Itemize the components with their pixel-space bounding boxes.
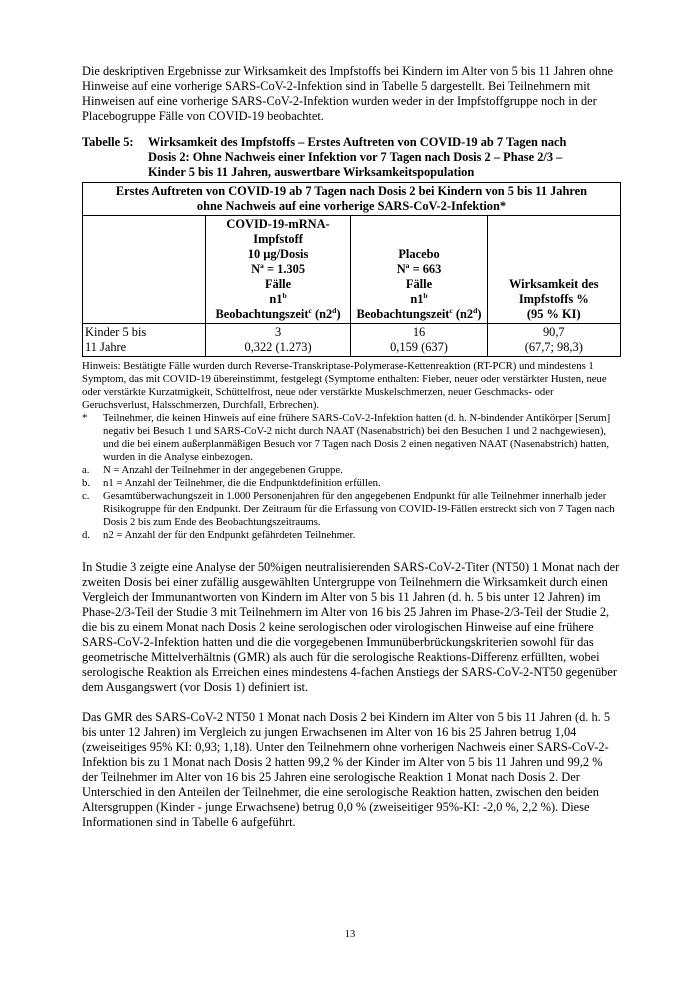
footnote-text: n1 = Anzahl der Teilnehmer, die die Endpunktdefinition erfüllen. [103, 477, 381, 489]
table-caption-text: Wirksamkeit des Impfstoffs – Erstes Auftreten von COVID-19 ab 7 Tagen nach Dosis 2: Ohne Nachweis einer Infektion vor 7 Tagen nach Dosis 2 – Phase 2/3 – Kinder 5 bis 11 Jahren, auswertbare Wirksamkeitspopulation [148, 135, 567, 179]
column-header-efficacy: Wirksamkeit des Impfstoffs % (95 % KI) [487, 216, 620, 324]
footnote-text: Teilnehmer, die keinen Hinweis auf eine frühere SARS-CoV-2-Infektion hatten (d. h. N-bindender Antikörper [Serum] negativ bei Besuch 1 und SARS-CoV-2 nicht durch NAAT (Nasenabstrich) bei den Besuchen 1 und 2 nachgewiesen), und die bei einem außerplanmäßigen Besuch vor 7 Tagen nach Dosis 2 einen negativen NAAT (Nasenabstrich) hatten, wurden in die Analyse einbezogen. [103, 412, 611, 463]
column-header-placebo: Placebo $N^a = 663$ Fälle n1$^b$ Beobachtungszeit$^c$ (n2$^d$) [351, 216, 487, 324]
table-title-row [83, 183, 621, 216]
footnote-marker: d. [82, 529, 91, 541]
table-title: Erstes Auftreten von COVID-19 ab 7 Tagen nach Dosis 2 bei Kindern von 5 bis 11 Jahren ohne Nachweis auf eine vorherige SARS-CoV-2-Infektion* [83, 183, 621, 216]
table-row [83, 324, 621, 357]
footnote-b [82, 477, 621, 490]
row-label-children: Kinder 5 bis 11 Jahre [83, 324, 206, 357]
footnote-note-text: Hinweis: Bestätigte Fälle wurden durch Reverse-Transkriptase-Polymerase-Kettenreaktion (RT-PCR) und mindestens 1 Symptom, das mit COVID-19 übereinstimmt, festgelegt (Symptome enthalten: Fieber, neuer oder verstärkter Husten, neue oder verstärkte Kurzatmigkeit, Schüttelfrost, neue oder verstärkte Muskelschmerzen, neuer Geschmacks- oder Geruchsverlust, Halsschmerzen, Durchfall, Erbrechen). [82, 360, 607, 411]
table-caption [82, 135, 621, 180]
paragraph-gmr: Das GMR des SARS-CoV-2 NT50 1 Monat nach Dosis 2 bei Kindern im Alter von 5 bis 11 Jahren (d. h. 5 bis unter 12 Jahren) im Vergleich zu jungen Erwachsenen im Alter von 16 bis 25 Jahren betrug 1,04 (zweiseitiges 95% KI: 0,93; 1,18). Unter den Teilnehmern ohne vorherigen Nachweis einer SARS-CoV-2-Infektion bis zu 1 Monat nach Dosis 2 hatten 99,2 % der Kinder im Alter von 5 bis 11 Jahren und 99,2 % der Teilnehmer im Alter von 16 bis 25 Jahren eine serologische Reaktion 1 Monat nach Dosis 2. Der Unterschied in den Anteilen der Teilnehmer, die eine serologische Reaktion hatten, zwischen den beiden Altersgruppen (Kinder - junge Erwachsene) betrug 0,0 % (zweiseitiger 95%-KI: -2,0 %, 2,2 %). Diese Informationen sind in Tabelle 6 aufgeführt. [82, 710, 611, 829]
paragraph-study3: In Studie 3 zeigte eine Analyse der 50%igen neutralisierenden SARS-CoV-2-Titer (NT50) 1 Monat nach der zweiten Dosis bei einer zufällig ausgewählten Untergruppe von Teilnehmern die Wirksamkeit durch einen Vergleich der Immunantworten von Kindern im Alter von 5 bis 11 Jahren (d. h. 5 bis unter 12 Jahren) im Phase-2/3-Teil der Studie 3 mit Teilnehmern im Alter von 16 bis 25 Jahren im Phase-2/3-Teil der Studie 2, die bis zu einem Monat nach Dosis 2 keine serologischen oder virologischen Hinweise auf eine frühere SARS-CoV-2-Infektion hatten und die die vorgegebenen Immunüberbrückungskriterien sowohl für das geometrische Mittelverhältnis (GMR) als auch für die serologische Reaktions-Differenz erfüllten, wobei serologische Reaktion als Erreichen eines mindestens 4-fachen Anstiegs der SARS-CoV-2-NT50 gegenüber dem Ausgangswert (vor Dosis 1) definiert ist. [82, 560, 620, 694]
footnote-d [82, 529, 621, 542]
column-header-vaccine: COVID-19-mRNA- Impfstoff 10 µg/Dosis $N^a = 1.305$ Fälle n1$^b$ Beobachtungszeit$^c$ (n2$^d$) [205, 216, 351, 324]
table-caption-label: Tabelle 5: [82, 135, 134, 149]
footnote-text: n2 = Anzahl der für den Endpunkt gefährdeten Teilnehmer. [103, 529, 356, 541]
footnote-marker: b. [82, 477, 91, 489]
footnote-marker: * [82, 412, 88, 424]
footnote-asterisk [82, 412, 621, 464]
cell-efficacy-value: 90,7 (67,7; 98,3) [487, 324, 620, 357]
page-number: 13 [344, 929, 356, 940]
footnote-marker: c. [82, 490, 90, 502]
footnote-marker: a. [82, 464, 90, 476]
footnote-text: N = Anzahl der Teilnehmer in der angegebenen Gruppe. [103, 464, 343, 476]
footnote-a [82, 464, 621, 477]
footnote-c [82, 490, 621, 529]
footnote-note [82, 360, 621, 412]
cell-vaccine-value: 3 0,322 (1.273) [205, 324, 351, 357]
table-header-row [83, 216, 621, 324]
paragraph-intro: Die deskriptiven Ergebnisse zur Wirksamkeit des Impfstoffs bei Kindern im Alter von 5 bis 11 Jahren ohne Hinweise auf eine vorherige SARS-CoV-2-Infektion sind in Tabelle 5 dargestellt. Bei Teilnehmern mit Hinweisen auf eine vorherige SARS-CoV-2-Infektion wurden weder in der Impfstoffgruppe noch in der Placebogruppe Fälle von COVID-19 beobachtet. [82, 64, 614, 123]
table-5 [82, 182, 621, 357]
column-header-empty [83, 216, 206, 324]
footnote-text: Gesamtüberwachungszeit in 1.000 Personenjahren für den angegebenen Endpunkt für alle Teilnehmer innerhalb jeder Risikogruppe für den Endpunkt. Der Zeitraum für die Erfassung von COVID-19-Fällen erstreckt sich von 7 Tagen nach Dosis 2 bis zum Ende des Beobachtungszeitraums. [103, 490, 615, 528]
cell-placebo-value: 16 0,159 (637) [351, 324, 487, 357]
table-footnotes [82, 360, 621, 542]
page-content [82, 64, 621, 830]
